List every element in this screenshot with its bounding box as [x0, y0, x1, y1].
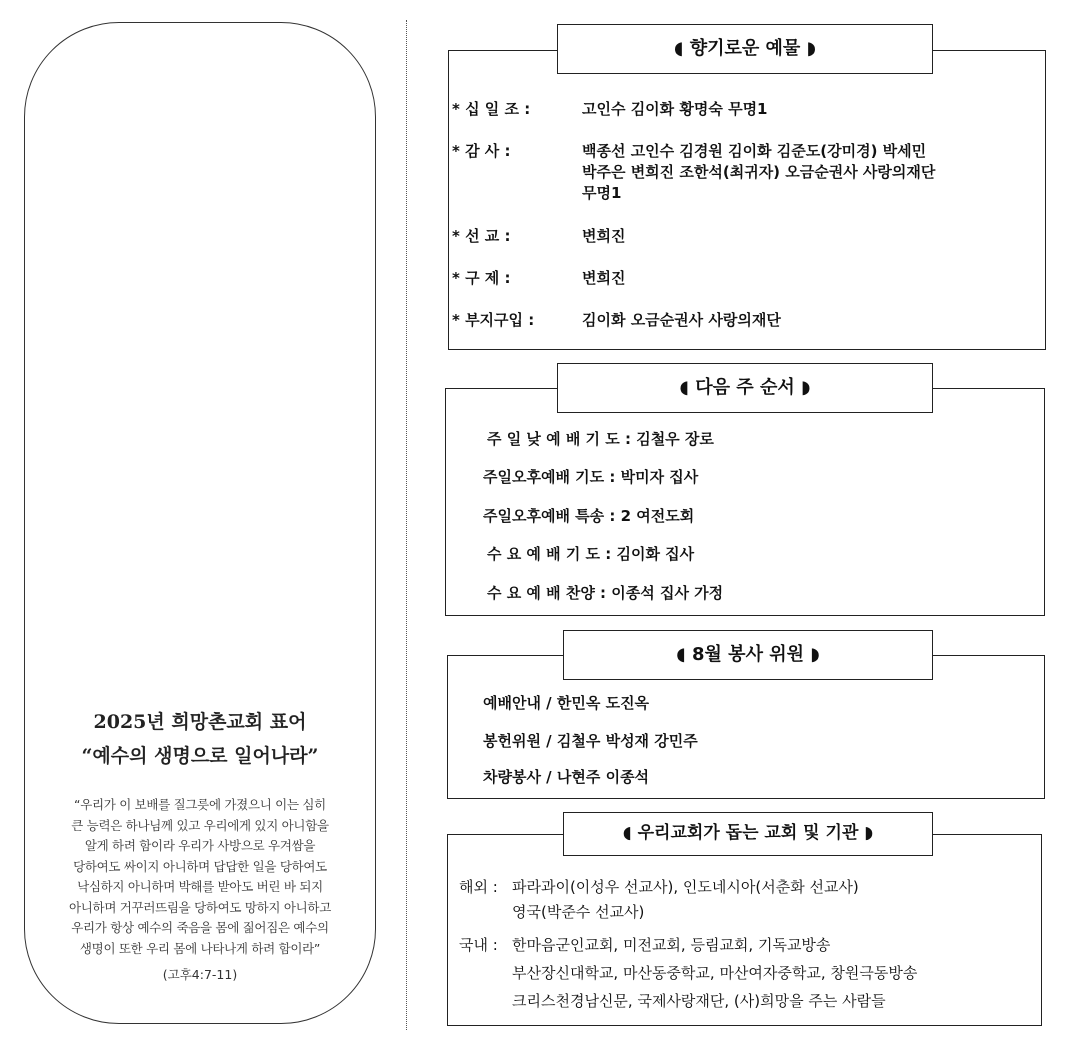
verse-line: 낙심하지 아니하며 박해를 받아도 버린 바 되지	[77, 879, 323, 894]
offering-value-thanks: 박주은 변희진 조한석(최귀자) 오금순권사 사랑의재단	[582, 163, 936, 181]
support-domestic-line: 부산장신대학교, 마산동중학교, 마산여자중학교, 창원극동방송	[512, 964, 918, 982]
column-divider	[406, 20, 407, 1030]
volunteers-title: ◖ 8월 봉사 위원 ◗	[563, 630, 933, 680]
volunteer-row: 예배안내 / 한민옥 도진옥	[483, 694, 650, 712]
verse-line: “우리가 이 보배를 질그릇에 가졌으니 이는 심히	[74, 797, 326, 812]
next-week-row: 수 요 예 배 찬양 : 이종석 집사 가정	[487, 584, 724, 602]
support-overseas-label: 해외 :	[459, 878, 498, 896]
verse-line: 당하여도 싸이지 아니하며 답답한 일을 당하여도	[73, 858, 327, 874]
next-week-row: 주일오후예배 특송 : 2 여전도회	[483, 507, 695, 525]
support-overseas-line: 영국(박준수 선교사)	[512, 903, 645, 921]
verse-line: 생명이 또한 우리 몸에 나타나게 하려 함이라”	[79, 940, 321, 956]
support-domestic-line: 한마음군인교회, 미전교회, 등림교회, 기독교방송	[512, 936, 831, 954]
volunteer-row: 봉헌위원 / 김철우 박성재 강민주	[483, 732, 698, 750]
offering-value-tithe: 고인수 김이화 황명숙 무명1	[582, 100, 768, 118]
offering-value-land: 김이화 오금순권사 사랑의재단	[582, 311, 781, 329]
offering-label-relief: * 구 제 :	[452, 269, 511, 287]
offering-label-mission: * 선 교 :	[452, 227, 511, 245]
scripture-verse	[33, 795, 367, 959]
volunteer-row: 차량봉사 / 나현주 이종석	[483, 768, 650, 786]
next-week-row: 주일오후예배 기도 : 박미자 집사	[483, 468, 699, 486]
verse-line: 아니하며 거꾸러뜨림을 당하여도 망하지 아니하고	[69, 899, 331, 915]
verse-reference: (고후4:7-11)	[162, 967, 238, 982]
support-overseas-line: 파라과이(이성우 선교사), 인도네시아(서춘화 선교사)	[512, 878, 859, 896]
offering-label-land: * 부지구입 :	[452, 311, 535, 329]
offering-value-mission: 변희진	[582, 227, 626, 245]
offerings-title: ◖ 향기로운 예물 ◗	[557, 24, 933, 74]
next-week-row: 주 일 낮 예 배 기 도 : 김철우 장로	[487, 430, 714, 448]
offering-label-tithe: * 십 일 조 :	[452, 100, 531, 118]
motto-panel	[24, 22, 376, 1024]
offering-value-thanks: 무명1	[582, 184, 622, 202]
next-week-title: ◖ 다음 주 순서 ◗	[557, 363, 933, 413]
verse-line: 알게 하려 함이라 우리가 사방으로 우겨쌈을	[84, 838, 316, 853]
offering-value-thanks: 백종선 고인수 김경원 김이화 김준도(강미경) 박세민	[582, 142, 927, 160]
motto-subtitle: “예수의 생명으로 일어나라”	[81, 745, 319, 767]
verse-line: 큰 능력은 하나님께 있고 우리에게 있지 아니함을	[71, 817, 329, 833]
offerings-section	[448, 50, 1046, 350]
motto-title: 2025년 희망촌교회 표어	[93, 711, 307, 733]
next-week-row: 수 요 예 배 기 도 : 김이화 집사	[487, 545, 695, 563]
support-domestic-label: 국내 :	[459, 936, 498, 954]
verse-line: 우리가 항상 예수의 죽음을 몸에 짊어짐은 예수의	[71, 920, 329, 935]
support-title: ◖ 우리교회가 돕는 교회 및 기관 ◗	[563, 812, 933, 856]
offering-value-relief: 변희진	[582, 269, 626, 287]
offering-label-thanks: * 감 사 :	[452, 142, 511, 160]
support-domestic-line: 크리스천경남신문, 국제사랑재단, (사)희망을 주는 사람들	[512, 992, 886, 1010]
